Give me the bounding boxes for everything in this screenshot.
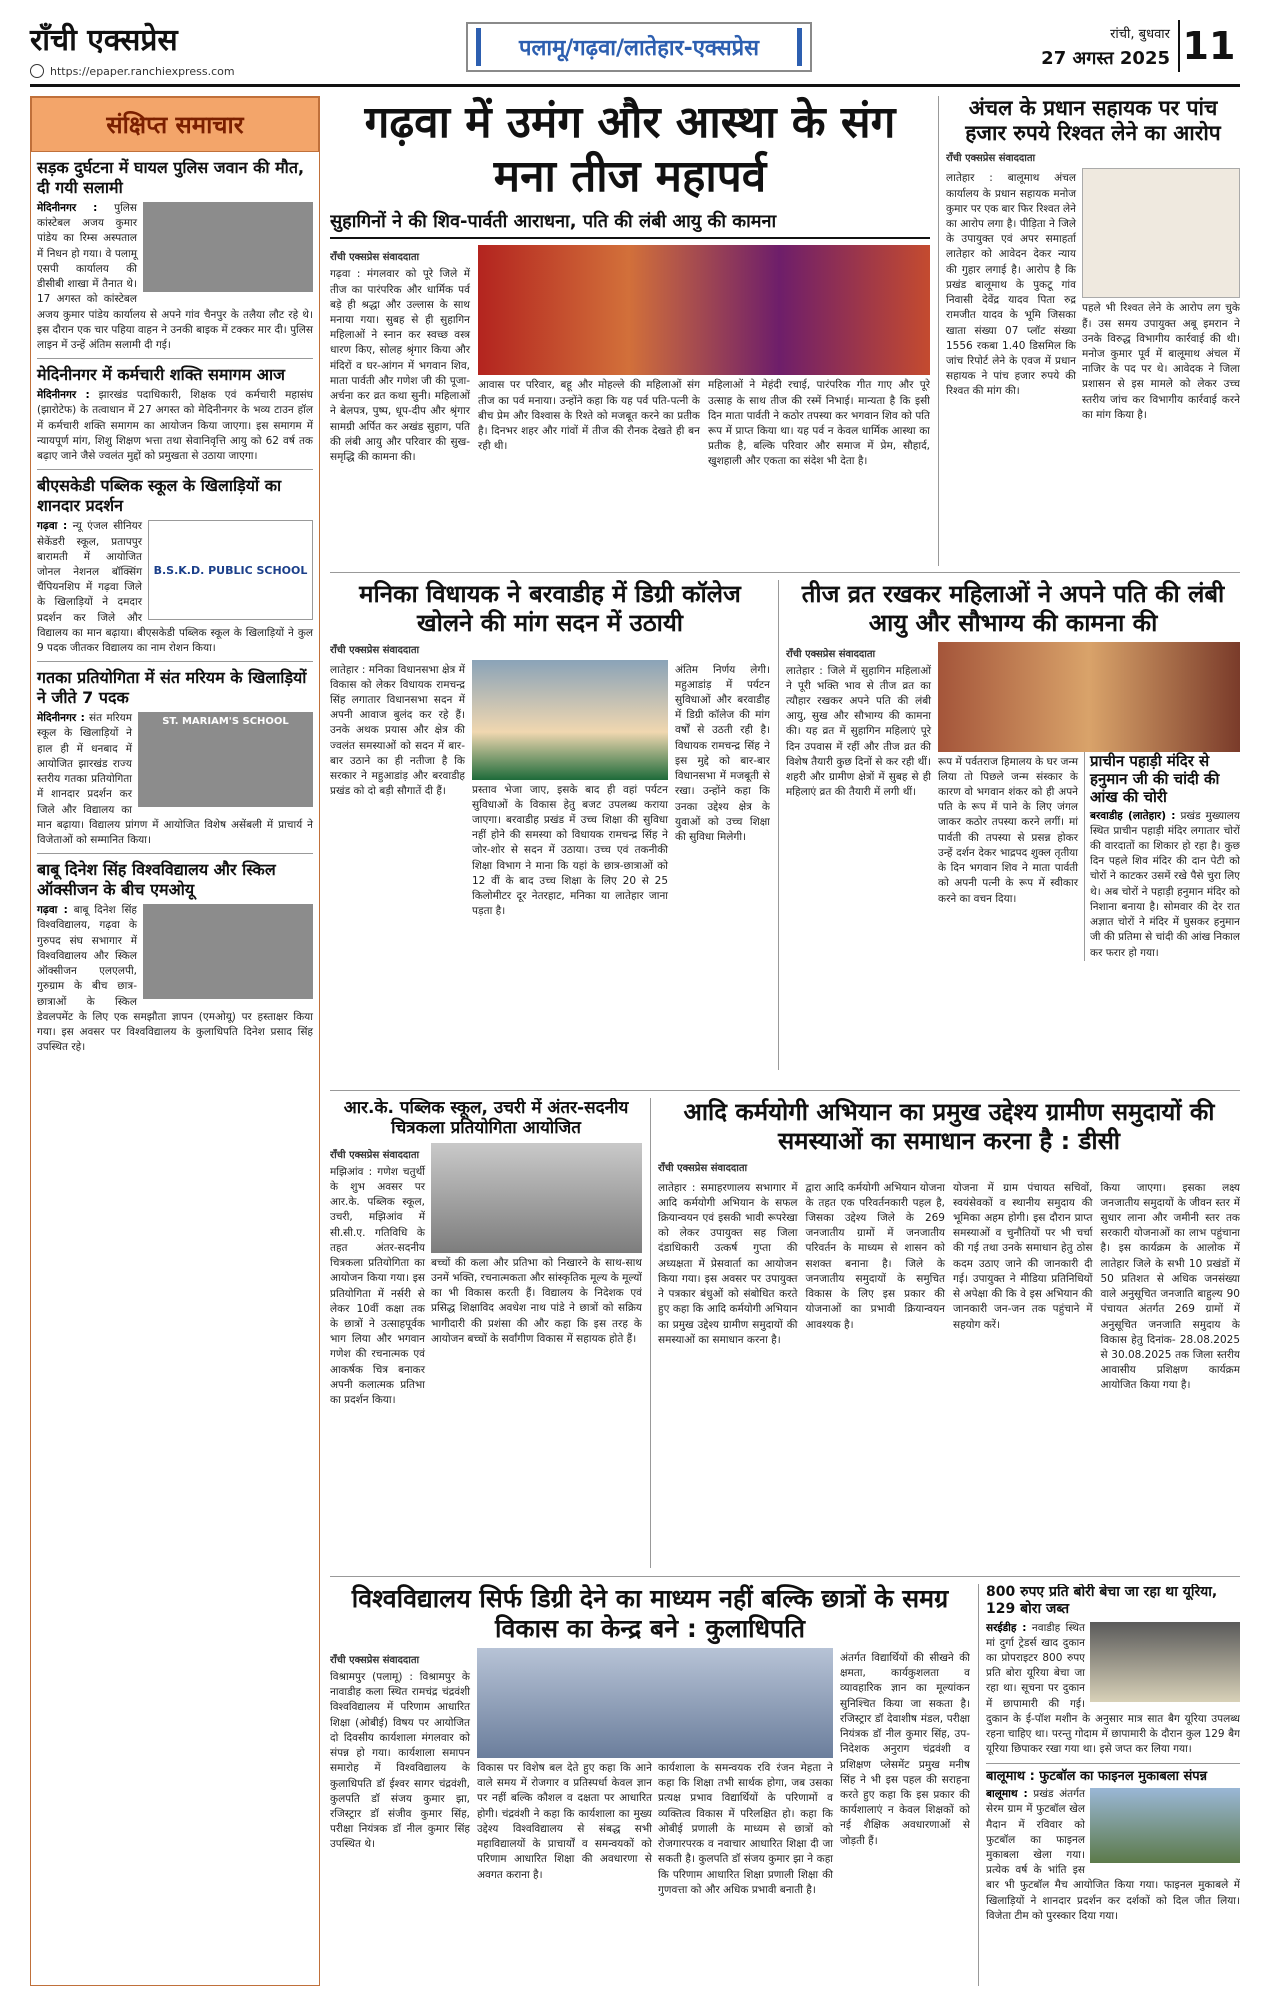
- lead-col-1: [330, 245, 470, 468]
- divider: [330, 1576, 1240, 1577]
- school-photo: [148, 520, 313, 620]
- lead-story: [330, 96, 930, 468]
- brief-news-column: [30, 96, 320, 1986]
- football-text: प्रखंड अंतर्गत सेरम ग्राम में फुटबॉल खेल मैदान में रविवार को फुटबॉल का फाइनल मुकाबला खेला गया। प्रत्येक वर्ष के भांति इस बार भी फुटबॉल मैच आयोजित किया गया। फाइनल मुकाबले में खिलाड़ियों ने शानदार प्रदर्शन कर दर्शकों को दिल जीत लिया। विजेता टीम को पुरस्कार दिया गया।: [986, 1788, 1240, 1922]
- divider: [330, 572, 1240, 573]
- theft-place: बरवाडीह (लातेहार) :: [1090, 809, 1176, 822]
- dc-story: [658, 1098, 1240, 1568]
- brief-item: [37, 476, 313, 662]
- divider: [37, 661, 313, 662]
- bribe-headline: अंचल के प्रधान सहायक पर पांच हजार रुपये रिश्वत लेने का आरोप: [965, 96, 1221, 146]
- divider: [37, 469, 313, 470]
- school-sign: B.S.K.D. PUBLIC SCHOOL: [153, 563, 308, 577]
- brief-item: [37, 860, 313, 1055]
- globe-icon: [30, 64, 44, 78]
- divider: [650, 1098, 651, 1568]
- urea-story: [986, 1584, 1240, 1764]
- brief-title: मेदिनीनगर में कर्मचारी शक्ति समागम आज: [37, 365, 285, 385]
- banner-left-bar: [476, 28, 481, 66]
- brief-place: गढ़वा :: [37, 520, 68, 533]
- dc-text: योजना में ग्राम पंचायत सचिवों, स्वयंसेवकों व स्थानीय समुदाय की भूमिका अहम होगी। इस दौरान प्राप्त समस्याओं व चुनौतियों पर भी चर्चा की गई तथा उनके समाधान हेतु ठोस कदम उठाए जाने की जानकारी दी गई। उपायुक्त ने मीडिया प्रतिनिधियों से अपेक्षा की कि वे इस अभियान की जानकारी जन-जन तक पहुंचाने में सहयोग करें।: [953, 1181, 1093, 1331]
- divider: [938, 96, 939, 566]
- teej-headline: तीज व्रत रखकर महिलाओं ने अपने पति की लंबी आयु और सौभाग्य की कामना की: [801, 580, 1225, 637]
- football-headline: बालूमाथ : फुटबॉल का फाइनल मुकाबला संपन्न: [986, 1768, 1208, 1784]
- mou-photo: [143, 904, 313, 999]
- theft-headline: प्राचीन पहाड़ी मंदिर से हनुमान जी की चांदी की आंख की चोरी: [1090, 751, 1220, 806]
- bribe-text: पहले भी रिश्वत लेने के आरोप लग चुके हैं। उस समय उपायुक्त अबू इमरान ने उनके विरुद्ध विभागीय कार्रवाई की थी। मनोज कुमार पूर्व में बालूमाथ अंचल में नाजिर के पद पर थे। आवेदक ने जिला प्रशासन से इस मामले को लेकर उच्च स्तरीय जांच कर विभागीय कार्रवाई करने का मांग किया है।: [1082, 302, 1240, 421]
- mla-headline: मनिका विधायक ने बरवाडीह में डिग्री कॉलेज खोलने की मांग सदन में उठायी: [359, 580, 741, 637]
- mla-story: [330, 580, 770, 1070]
- dc-text: लातेहार : समाहरणालय सभागार में आदि कर्मयोगी अभियान के सफल क्रियान्वयन एवं इसकी भावी रूपरेखा को लेकर उपायुक्त सह जिला दंडाधिकारी उत्कर्ष गुप्ता की अध्यक्षता में प्रेसवार्ता का आयोजन किया गया। इस अवसर पर उपायुक्त ने पत्रकार बंधुओं को संबोधित करते हुए कहा कि आदि कर्मयोगी अभियान का प्रमुख उद्देश्य ग्रामीण समुदायों की समस्याओं का समाधान करना है।: [658, 1181, 798, 1346]
- school-headline: आर.के. पब्लिक स्कूल, उचरी में अंतर-सदनीय चित्रकला प्रतियोगिता आयोजित: [343, 1098, 629, 1139]
- teej-women-photo: [478, 245, 930, 375]
- brief-body: बाबू दिनेश सिंह विश्वविद्यालय, गढ़वा के गुरुपद संघ सभागार में विश्वविद्यालय और स्किल ऑक्सीजन एलएलपी, गुरुग्राम के बीच छात्र-छात्राओं के स्किल डेवलपमेंट के लिए एक समझौता ज्ञापन (एमओयू) पर हस्ताक्षर किया गया। इस अवसर पर विश्वविद्यालय के कुलाधिपति दिनेश प्रसाद सिंह उपस्थित रहे।: [37, 904, 313, 1054]
- vc-text: कार्यशाला के समन्वयक रवि रंजन मेहता ने कहा कि शिक्षा तभी सार्थक होगा, जब उसका प्रत्यक्ष प्रभाव विद्यार्थियों के परिणामों व व्यक्तित्व विकास में परिलक्षित हो। कहा कि ओबीई प्रणाली के माध्यम से छात्रों को रोजगारपरक व नवाचार आधारित शिक्षा दी जा सकती है। कुलपति डॉ संजय कुमार झा ने कहा कि परिणाम आधारित शिक्षा प्रणाली शिक्षा की गुणवत्ता को और अधिक प्रभावी बनाती है।: [658, 1762, 833, 1896]
- mla-text: प्रस्ताव भेजा जाए, इसके बाद ही वहां पर्यटन सुविधाओं के विकास हेतु बजट उपलब्ध कराया जाएगा। बरवाडीह प्रखंड में उच्च शिक्षा की सुविधा नहीं होने की समस्या को विधायक रामचन्द्र सिंह ने जोर-शोर से सदन में उठाया। उच्च एवं तकनीकी शिक्षा विभाग ने माना कि यहां के छात्र-छात्राओं को 12 वीं के बाद उच्च शिक्षा के लिए 20 से 25 किलोमीटर दूर नेतरहाट, मनिका या लातेहार जाना पड़ता है।: [472, 783, 668, 918]
- page-number: 11: [1178, 20, 1238, 72]
- vc-text: अंतर्गत विद्यार्थियों की सीखने की क्षमता, कार्यकुशलता व व्यावहारिक ज्ञान का मूल्यांकन सुनिश्चित किया जा सकता है। रजिस्ट्रार डॉ देवाशीष मंडल, परीक्षा नियंत्रक डॉ नील कुमार सिंह, उप-निदेशक अनुराग चंद्रवंशी व प्रशिक्षण प्लेसमेंट प्रमुख मनीष सिंह ने भी इस पहल की सराहना करते हुए कहा कि इस प्रकार की कार्यशालाएं न केवल शिक्षकों को नई शैक्षिक अवधारणाओं से जोड़ती हैं।: [840, 1652, 970, 1847]
- divider: [778, 580, 779, 1070]
- dc-text: द्वारा आदि कर्मयोगी अभियान योजना के तहत एक परिवर्तनकारी पहल है, जिसका उद्देश्य जिले के 269 जनजातीय ग्रामों में जनजातीय परिवर्तन के माध्यम से शासन को सशक्त बनाना है। जिले के जनजातीय समुदायों के समुचित विकास के लिए इस प्रकार की योजनाओं का प्रभावी क्रियान्वयन आवश्यक है।: [805, 1181, 945, 1331]
- football-story: [986, 1769, 1240, 1925]
- brief-body: न्यू एंजल सीनियर सेकेंडरी स्कूल, प्रतापपुर बारामती में आयोजित जोनल नेशनल बॉक्सिंग चैंपियनशिप में गढ़वा जिले के खिलाड़ियों ने दमदार प्रदर्शन कर जिले और विद्यालय का मान बढ़ाया। बीएसकेडी पब्लिक स्कूल के खिलाड़ियों ने कुल 9 पदक जीतकर विद्यालय का नाम रोशन किया।: [37, 520, 313, 655]
- brief-body: संत मरियम स्कूल के खिलाड़ियों ने हाल ही में धनबाद में आयोजित झारखंड राज्य स्तरीय गतका प्रतियोगिता में शानदार प्रदर्शन कर जिले और विद्यालय का मान बढ़ाया। विद्यालय प्रांगण में आयोजित विशेष असेंबली में प्राचार्य ने विजेताओं को सम्मानित किया।: [37, 712, 313, 846]
- teej-puja-photo: [938, 642, 1240, 752]
- workshop-photo: [477, 1648, 833, 1758]
- application-document-photo: [1082, 168, 1240, 298]
- lead-text: गढ़वा : मंगलवार को पूरे जिले में तीज का पारंपरिक और धार्मिक पर्व बड़े ही श्रद्धा और उल्लास के साथ मनाया गया। सुबह से ही सुहागिन महिलाओं ने स्नान कर स्वच्छ वस्त्र धारण किए, सोलह श्रृंगार किया और मंदिरों व घर-आंगन में भगवान शिव, माता पार्वती और गणेश जी की पूजा-अर्चना कर व्रत कथा सुनी। महिलाओं ने बेलपत्र, पुष्प, धूप-दीप और श्रृंगार सामग्री अर्पित कर अखंड सुहाग, पति की लंबी आयु और परिवार की सुख-समृद्धि की कामना की।: [330, 268, 470, 463]
- newspaper-logo: राँची एक्सप्रेस: [30, 23, 178, 58]
- urea-bags-photo: [1090, 1622, 1240, 1702]
- mla-text: अंतिम निर्णय लेगी। महुआडांड़ में पर्यटन सुविधाओं और बरवाडीह में डिग्री कॉलेज की मांग वर्षों से उठती रही है। विधायक रामचन्द्र सिंह ने इस मुद्दे को बार-बार विधानसभा में मजबूती से रखा। उन्होंने कहा कि उनका उद्देश्य क्षेत्र के युवाओं को उच्च शिक्षा की सुविधा मिलेगी।: [675, 663, 770, 843]
- brief-title: बाबू दिनेश सिंह विश्वविद्यालय और स्किल ऑक्सीजन के बीच एमओयू: [37, 860, 276, 900]
- teej-text: लातेहार : जिले में सुहागिन महिलाओं ने पूरी भक्ति भाव से तीज व्रत का त्यौहार रखकर अपने पति की लंबी आयु, सुख और सौभाग्य की कामना की। यह व्रत में सुहागिन महिलाएं पूरे दिन उपवास में रहीं और तीज व्रत की विशेष तैयारी कुछ दिनों से कर रही थीं। शहरी और ग्रामीण क्षेत्रों में सुबह से ही महिलाएं व्रत की तैयारी में लगी थीं।: [786, 664, 931, 799]
- lead-subhead: सुहागिनों ने की शिव-पार्वती आराधना, पति की लंबी आयु की कामना: [330, 209, 930, 239]
- brief-item: [37, 668, 313, 854]
- brief-place: मेदिनीनगर :: [37, 389, 90, 402]
- brief-title: सड़क दुर्घटना में घायल पुलिस जवान की मौत, दी गयी सलामी: [37, 158, 305, 197]
- lead-headline: गढ़वा में उमंग और आस्था के संग मना तीज महापर्व: [364, 97, 896, 202]
- dc-headline: आदि कर्मयोगी अभियान का प्रमुख उद्देश्य ग्रामीण समुदायों की समस्याओं का समाधान करना है : डीसी: [683, 1098, 1215, 1155]
- brief-item: [37, 365, 313, 470]
- bribe-story: [946, 96, 1240, 566]
- dateline: [1010, 24, 1170, 70]
- painting-competition-photo: [431, 1143, 642, 1253]
- issue-date: 27 अगस्त 2025: [1041, 48, 1170, 69]
- teej-text: रूप में पर्वतराज हिमालय के घर जन्म लिया तो पिछले जन्म संस्कार के कारण वो भगवान शंकर को ही अपने पति के रूप में पाने के लिए जंगल जाकर कठोर तपस्या करने लगीं। मां पार्वती की तपस्या से प्रसन्न होकर उन्हें दर्शन देकर भाद्रपद शुक्ल तृतीया के दिन भगवान शिव ने माता पार्वती को अपनी पत्नी के रूप में स्वीकार करने का वचन दिया।: [938, 755, 1078, 905]
- vc-text: विश्रामपुर (पलामू) : विश्रामपुर के नावाडीह कला स्थित रामचंद्र चंद्रवंशी विश्वविद्यालय में परिणाम आधारित शिक्षा (ओबीई) विषय पर आयोजित दो दिवसीय कार्यशाला मंगलवार को संपन्न हो गया। कार्यशाला समापन समारोह में विश्वविद्यालय के कुलाधिपति डॉ ईश्वर सागर चंद्रवंशी, कुलपति डॉ संजय कुमार झा, रजिस्ट्रार डॉ संजीव कुमार सिंह, परीक्षा नियंत्रक डॉ नील कुमार सिंह उपस्थित थे।: [330, 1671, 470, 1851]
- section-title: पलामू/गढ़वा/लातेहार-एक्सप्रेस: [519, 36, 759, 61]
- divider: [37, 358, 313, 359]
- divider: [330, 1090, 1240, 1091]
- vc-text: विकास पर विशेष बल देते हुए कहा कि आने वाले समय में रोजगार व प्रतिस्पर्धा केवल ज्ञान पर नहीं बल्कि कौशल व दक्षता पर आधारित होगी। चंद्रवंशी ने कहा कि कार्यशाला का मुख्य उद्देश्य विश्वविद्यालय से संबद्ध सभी महाविद्यालयों के प्राचार्यों व समन्वयकों को परिणाम आधारित शिक्षा की अवधारणा से अवगत कराना है।: [477, 1762, 652, 1881]
- football-photo: [1090, 1788, 1240, 1863]
- brief-item: [37, 158, 313, 359]
- byline: राँची एक्सप्रेस संवाददाता: [786, 648, 876, 660]
- byline: राँची एक्सप्रेस संवाददाता: [658, 1162, 748, 1174]
- brief-place: मेदिनीनगर :: [37, 202, 98, 214]
- urea-place: सरईडीह :: [986, 1621, 1027, 1634]
- url-text: https://epaper.ranchiexpress.com: [50, 64, 235, 78]
- vc-headline: विश्वविद्यालय सिर्फ डिग्री देने का माध्यम नहीं बल्कि छात्रों के समग्र विकास का केन्द्र बने : कुलाधिपति: [351, 1584, 949, 1643]
- lead-text: महिलाओं ने मेहंदी रचाई, पारंपरिक गीत गाए और पूरे उत्साह के साथ तीज की रस्में निभाई। मान्यता है कि इसी दिन माता पार्वती ने कठोर तपस्या कर भगवान शिव को पति रूप में प्राप्त किया था। यह पर्व न केवल धार्मिक आस्था का प्रतीक है, बल्कि परिवार और समाज में प्रेम, सौहार्द, खुशहाली और एकता का संदेश भी देता है।: [708, 379, 930, 468]
- team-photo: [138, 712, 313, 807]
- byline: राँची एक्सप्रेस संवाददाता: [330, 252, 420, 264]
- mla-text: लातेहार : मनिका विधानसभा क्षेत्र में विकास को लेकर विधायक रामचन्द्र सिंह लगातार विधानसभा सदन में अपनी आवाज बुलंद कर रहे हैं। उनके अथक प्रयास और क्षेत्र की ज्वलंत समस्याओं को सदन में बार-बार उठाने का ही नतीजा है कि सरकार ने महुआडांड़ और बरवाडीह प्रखंड को दो बड़ी सौगातें दी हैं।: [330, 663, 465, 798]
- bribe-text: लातेहार : बालूमाथ अंचल कार्यालय के प्रधान सहायक मनोज कुमार पर एक बार फिर रिश्वत लेने का आरोप लगा है। पीड़िता ने जिले के उपायुक्त एवं अपर समाहर्ता लातेहार को आवेदन देकर न्याय की गुहार लगाई है। आरोप है कि प्रखंड बालूमाथ के पुकटू गांव निवासी देवेंद्र यादव पिता रुद्र रामजीत यादव के भूमि जिसका खाता संख्या 07 प्लॉट संख्या 1556 रकबा 1.40 डिसमिल कि जांच रिपोर्ट लेने के एवज में प्रधान सहायक ने पांच हजार रुपये की रिश्वत की मांग की।: [946, 172, 1076, 398]
- divider: [986, 1763, 1240, 1764]
- epaper-url[interactable]: [30, 64, 235, 78]
- school-story: [330, 1098, 642, 1568]
- teej-story: [786, 580, 1240, 1080]
- brief-body: पुलिस कांस्टेबल अजय कुमार पांडेय का रिम्स अस्पताल में निधन हो गया। वे पलामू एसपी कार्यालय की डीसीबी शाखा में तैनात थे। 17 अगस्त को कांस्टेबल अजय कुमार पांडेय कार्यालय से अपने गांव चैनपुर के तलैया लौट रहे थे। इस दौरान एक चार पहिया वाहन ने उनकी बाइक में टक्कर मार दी। पुलिस लाइन में उन्हें अंतिम सलामी दी गई।: [37, 202, 313, 351]
- lead-text: आवास पर परिवार, बहू और मोहल्ले की महिलाओं संग तीज का पर्व मनाया। उन्होंने कहा कि यह पर्व पति-पत्नी के बीच प्रेम और विश्वास के रिश्ते को मजबूत करने का प्रतीक है। दिनभर शहर और गांवों में तीज की रौनक देखते ही बन रही थी।: [478, 379, 700, 453]
- divider: [978, 1584, 979, 1986]
- byline: राँची एक्सप्रेस संवाददाता: [330, 1149, 420, 1161]
- city-day: रांची, बुधवार: [1110, 27, 1170, 42]
- byline: राँची एक्सप्रेस संवाददाता: [330, 1655, 420, 1666]
- ceremony-photo: [143, 202, 313, 292]
- dc-text: किया जाएगा। इसका लक्ष्य जनजातीय समुदायों के जीवन स्तर में सुधार लाना और जमीनी स्तर तक सरकारी योजनाओं का लाभ पहुंचाना है। इस कार्यक्रम के आलोक में लातेहार जिले के सभी 10 प्रखंडों में 50 प्रतिशत से अधिक जनसंख्या वाले अनुसूचित जनजाति बाहुल्य 90 पंचायत अंतर्गत 269 ग्रामों में अनुसूचित जनजाति समुदाय के विकास हेतु दिनांक- 28.08.2025 से 30.08.2025 तक जिला स्तरीय आवासीय प्रशिक्षण कार्यक्रम आयोजित किया गया है।: [1100, 1181, 1240, 1392]
- brief-place: गढ़वा :: [37, 904, 68, 917]
- vc-story: [330, 1584, 970, 1986]
- right-bottom-stories: [986, 1584, 1240, 1986]
- school-banner: ST. MARIAM'S SCHOOL: [162, 716, 289, 728]
- theft-text: प्रखंड मुख्यालय स्थित प्राचीन पहाड़ी मंदिर लगातार चोरों की वारदातों का शिकार हो रहा है। कुछ दिन पहले शिव मंदिर की दान पेटी को चोरों ने काटकर उसमें रखे पैसे चुरा लिए थे। अब चोरों ने पहाड़ी हनुमान मंदिर को निशाना बनाया है। सोमवार की देर रात अज्ञात चोरों ने मंदिर में घुसकर हनुमान जी की प्रतिमा से चांदी की आंख निकाल कर फरार हो गया।: [1090, 809, 1240, 959]
- divider: [37, 853, 313, 854]
- urea-headline: 800 रुपए प्रति बोरी बेचा जा रहा था यूरिया, 129 बोरा जब्त: [986, 1584, 1218, 1617]
- mla-portrait: [472, 660, 668, 780]
- byline: राँची एक्सप्रेस संवाददाता: [946, 153, 1036, 165]
- section-banner: [466, 22, 812, 72]
- brief-title: गतका प्रतियोगिता में संत मरियम के खिलाड़ियों ने जीते 7 पदक: [37, 668, 307, 708]
- urea-text: नवाडीह स्थित मां दुर्गा ट्रेडर्स खाद दुकान का प्रोपराइटर 800 रुपए प्रति बोरा यूरिया बेचा जा रहा था। सूचना पर दुकान में छापामारी की गई। दुकान के ई-पॉश मशीन के अनुसार मात्र सात बैग यूरिया उपलब्ध रहना चाहिए था। परन्तु गोदाम में छापामारी के दौरान कुल 129 बैग यूरिया छिपाकर रखा गया था। इसे जप्त कर लिया गया।: [986, 1621, 1240, 1756]
- brief-place: मेदिनीनगर :: [37, 712, 85, 725]
- football-place: बालूमाथ :: [986, 1788, 1028, 1801]
- banner-right-bar: [797, 28, 802, 66]
- school-text: बच्चों की कला और प्रतिभा को निखारने के साथ-साथ उनमें भक्ति, रचनात्मकता और सांस्कृतिक मूल्य के मूल्यों का भी विकास करती हैं। विद्यालय के निदेशक एवं प्रसिद्ध शिक्षाविद अवधेश नाथ पांडे ने छात्रों को सक्रिय भागीदारी की प्रशंसा की और कहा कि इस तरह के आयोजन बच्चों के सर्वांगीण विकास में सहायक होते हैं।: [431, 1256, 642, 1345]
- brief-news-header: संक्षिप्त समाचार: [31, 97, 319, 152]
- school-text: मझिआंव : गणेश चतुर्थी के शुभ अवसर पर आर.के. पब्लिक स्कूल, उचरी, मझिआंव में सी.सी.ए. गतिविधि के तहत अंतर-सदनीय चित्रकला प्रतियोगिता का आयोजन किया गया। इस प्रतियोगिता में नर्सरी से लेकर 10वीं कक्षा तक के छात्रों ने उत्साहपूर्वक भाग लिया और भगवान गणेश की रचनात्मक एवं आकर्षक चित्र बनाकर अपनी कलात्मक प्रतिभा का प्रदर्शन किया।: [330, 1165, 425, 1407]
- brief-body: झारखंड पदाधिकारी, शिक्षक एवं कर्मचारी महासंघ (झारोटेफ) के तत्वाधान में 27 अगस्त को मेदिनीनगर के भव्य टाउन हॉल में कर्मचारी शक्ति समागम का आयोजन किया जाएगा। इस समागम में न्यायपूर्ण मांग, शिशु शिक्षण भत्ता तथा सेवानिवृत्ति आयु को 62 वर्ष तक बढ़ाए जाने जैसे ज्वलंत मुद्दों को प्रमुखता से उठाया जाएगा।: [37, 389, 313, 463]
- byline: राँची एक्सप्रेस संवाददाता: [330, 644, 420, 656]
- masthead-rule: [30, 84, 1240, 87]
- theft-story: [1084, 752, 1240, 961]
- brief-title: बीएसकेडी पब्लिक स्कूल के खिलाड़ियों का शानदार प्रदर्शन: [37, 476, 282, 516]
